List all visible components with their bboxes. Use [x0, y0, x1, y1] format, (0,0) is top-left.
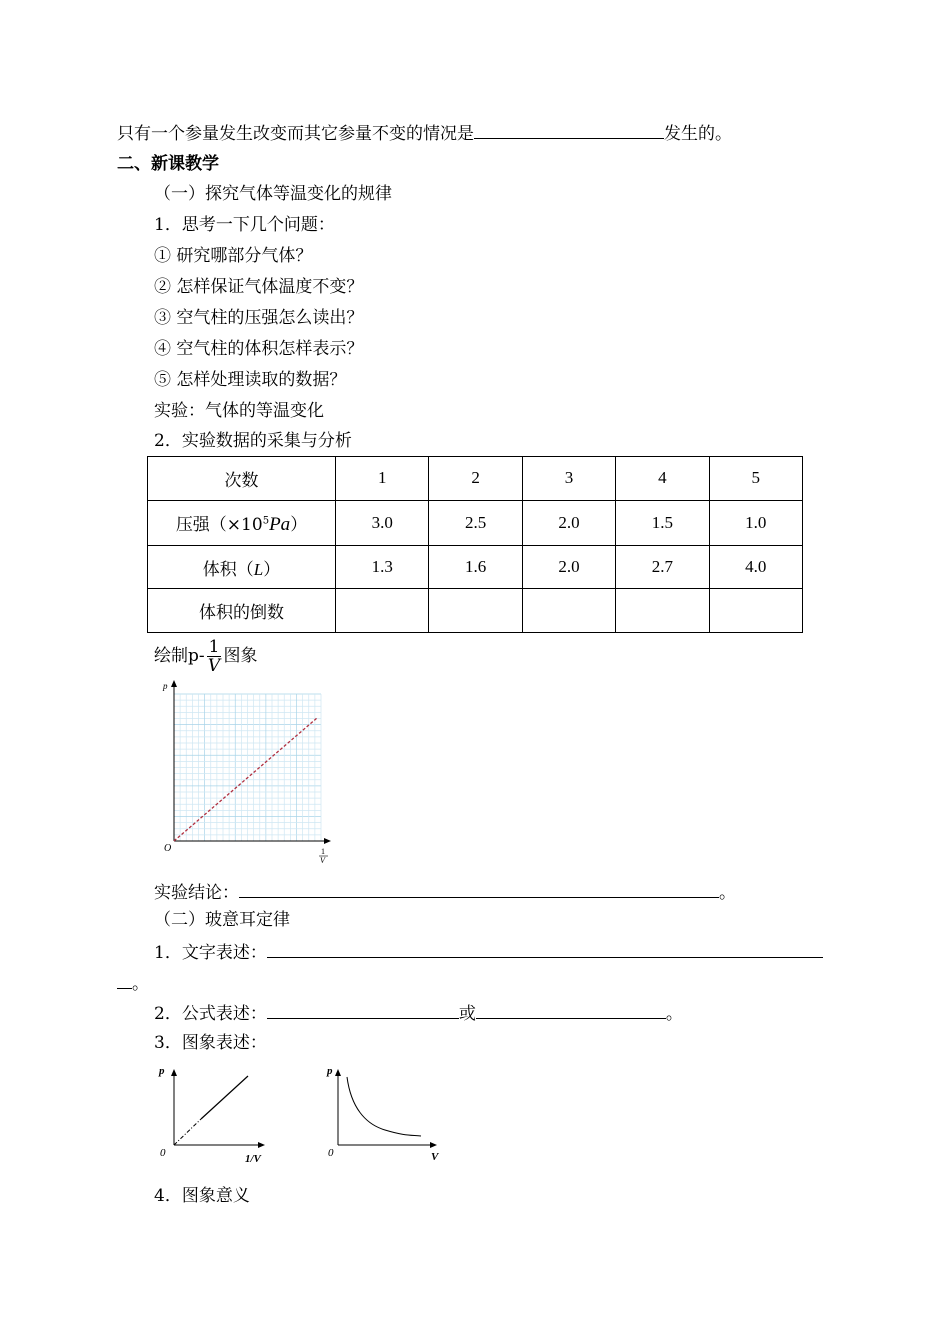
grid-graph — [155, 678, 345, 868]
table-cell: 1.6 — [429, 545, 522, 589]
grid-origin-label: O — [164, 843, 172, 854]
table-cell: 2.7 — [616, 545, 709, 589]
table-row — [148, 589, 803, 633]
graph1-y-label: p — [159, 1065, 165, 1077]
law-text-blank-2[interactable] — [117, 971, 132, 989]
table-cell: 4 — [616, 457, 709, 501]
table-cell-blank[interactable] — [336, 589, 429, 633]
y-axis-arrow — [171, 680, 177, 687]
table-cell: 1.3 — [336, 545, 429, 589]
part1-title: （一）探究气体等温变化的规律 — [154, 184, 392, 204]
draw-label-suffix: 图象 — [223, 646, 258, 666]
graph1-y-arrow — [171, 1069, 177, 1076]
graph1-x-label: 1/V — [245, 1153, 261, 1165]
law-text-end: 。 — [132, 974, 149, 994]
grid-y-label: p — [163, 681, 168, 691]
conclusion-end: 。 — [719, 883, 736, 903]
formula-line — [154, 1001, 683, 1025]
part2-title: （二）玻意耳定律 — [154, 910, 290, 930]
graph1-x-arrow — [258, 1142, 265, 1148]
grid-x-numerator: 1 — [321, 847, 325, 856]
table-cell: 5 — [709, 457, 802, 501]
graph2-x-arrow — [430, 1142, 437, 1148]
graph2-y-arrow — [335, 1069, 341, 1076]
table-cell-blank[interactable] — [616, 589, 709, 633]
law-text-line-2 — [117, 971, 149, 995]
graph-p-vs-inverse-v — [155, 1062, 280, 1167]
question-5: ⑤ 怎样处理读取的数据？ — [154, 370, 347, 390]
table-row — [148, 500, 803, 545]
draw-label-prefix: 绘制p- — [154, 646, 205, 666]
question-4: ④ 空气柱的体积怎样表示？ — [154, 339, 364, 359]
pressure-close: ） — [290, 514, 308, 535]
table-cell-blank[interactable] — [522, 589, 615, 633]
table-cell: 体积的倒数 — [148, 589, 336, 633]
graph-label: 3．图象表述： — [154, 1033, 267, 1053]
table-cell: 2 — [429, 457, 522, 501]
table-cell — [148, 545, 336, 589]
q1-title: 1．思考一下几个问题： — [154, 215, 335, 235]
meaning-label: 4．图象意义 — [154, 1186, 250, 1206]
graph2-origin: 0 — [328, 1147, 334, 1159]
intro-tail: 发生的。 — [664, 124, 732, 144]
formula-label: 2．公式表述： — [154, 1004, 267, 1024]
grid-x-denominator: V — [320, 856, 325, 865]
volume-unit: L — [253, 559, 264, 579]
table-row — [148, 545, 803, 589]
fraction-numerator: 1 — [208, 637, 220, 657]
formula-blank-2[interactable] — [476, 1001, 666, 1019]
data-table — [147, 456, 803, 633]
conclusion-line — [154, 880, 736, 904]
fraction-denominator: V — [207, 656, 221, 676]
question-1: ① 研究哪部分气体？ — [154, 246, 313, 266]
graph-grid — [174, 694, 321, 841]
table-cell: 1 — [336, 457, 429, 501]
table-cell: 3.0 — [336, 500, 429, 545]
pressure-unit: Pa — [269, 513, 291, 535]
section-title: 二、新课教学 — [117, 154, 219, 174]
formula-end: 。 — [665, 1004, 683, 1024]
intro-blank[interactable] — [474, 121, 664, 139]
draw-label-fraction — [207, 638, 222, 675]
intro-text: 只有一个参量发生改变而其它参量不变的情况是 — [117, 124, 474, 144]
conclusion-label: 实验结论： — [154, 883, 239, 903]
table-cell: 3 — [522, 457, 615, 501]
volume-label: 体积（ — [202, 559, 254, 580]
formula-or: 或 — [458, 1004, 476, 1024]
table-cell: 2.0 — [522, 500, 615, 545]
volume-close: ） — [263, 559, 281, 580]
pressure-exp: 5 — [262, 515, 270, 527]
table-cell: 1.5 — [616, 500, 709, 545]
table-cell-blank[interactable] — [429, 589, 522, 633]
graph1-extrapolation — [174, 1119, 201, 1145]
graph1-line — [201, 1076, 248, 1119]
graph2-x-label: V — [431, 1151, 439, 1163]
table-cell: 2.0 — [522, 545, 615, 589]
conclusion-blank[interactable] — [239, 880, 719, 898]
table-cell: 4.0 — [709, 545, 802, 589]
law-text-blank[interactable] — [267, 940, 823, 958]
table-cell: 次数 — [148, 457, 336, 501]
graph2-y-label: p — [327, 1065, 333, 1077]
question-3: ③ 空气柱的压强怎么读出？ — [154, 308, 364, 328]
table-row — [148, 457, 803, 501]
graph-p-vs-v — [325, 1062, 450, 1167]
draw-label — [154, 636, 257, 676]
x-axis-arrow — [324, 838, 331, 844]
formula-blank-1[interactable] — [267, 1001, 459, 1019]
law-text-line — [154, 940, 823, 964]
table-cell: 1.0 — [709, 500, 802, 545]
intro-line — [117, 121, 732, 145]
table-cell-blank[interactable] — [709, 589, 802, 633]
table-cell — [148, 500, 336, 545]
pressure-label: 压强（×10 — [175, 514, 263, 535]
table-cell: 2.5 — [429, 500, 522, 545]
law-text-label: 1．文字表述： — [154, 943, 267, 963]
graph1-origin: 0 — [160, 1147, 166, 1159]
experiment-label: 实验：气体的等温变化 — [154, 401, 324, 421]
q2-title: 2．实验数据的采集与分析 — [154, 431, 352, 451]
graph2-curve — [347, 1077, 421, 1136]
question-2: ② 怎样保证气体温度不变？ — [154, 277, 364, 297]
